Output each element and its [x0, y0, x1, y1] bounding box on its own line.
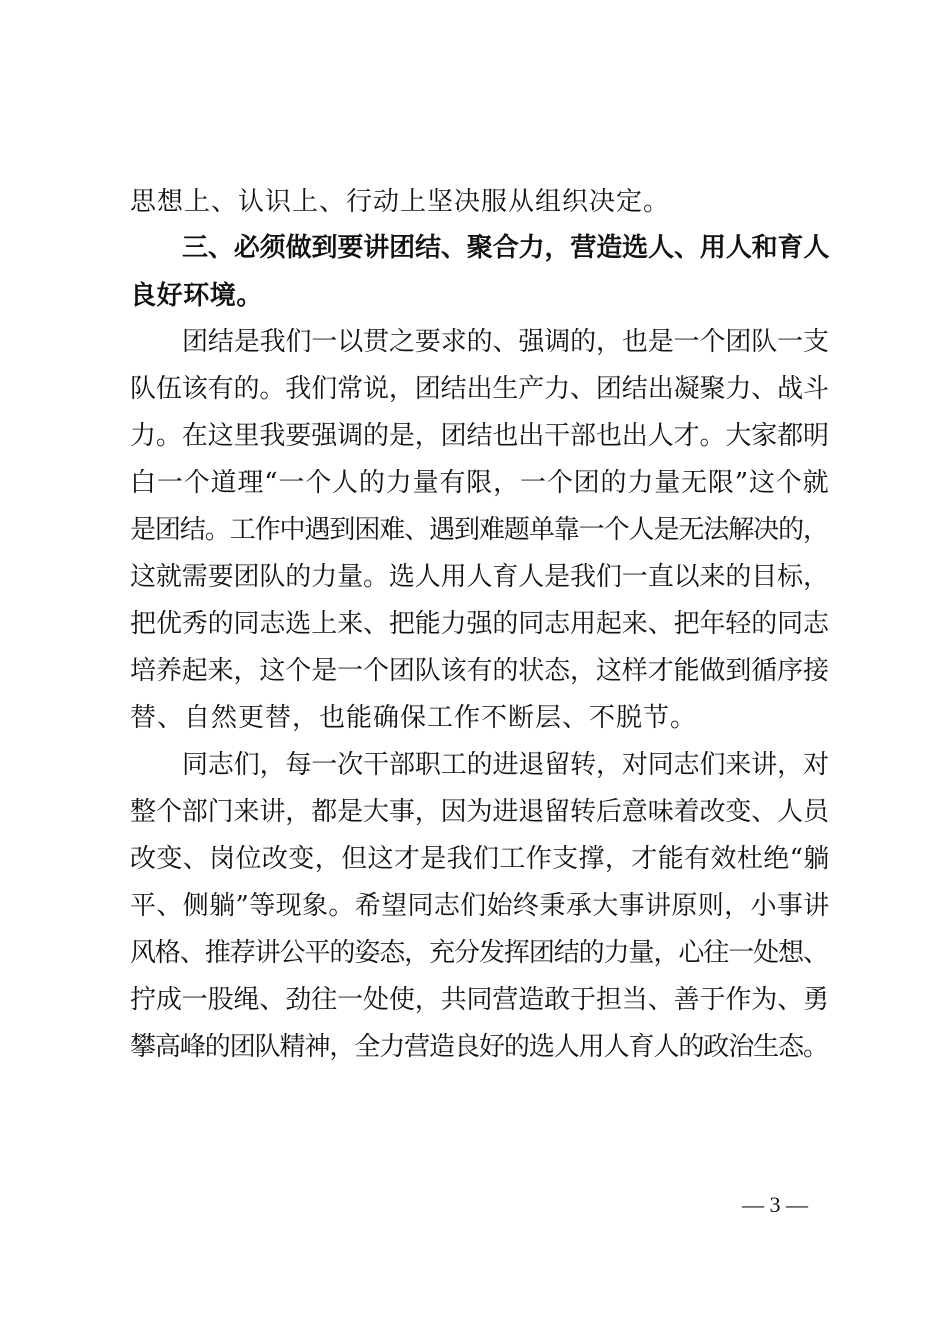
paragraph-line: 力。在这里我要强调的是，团结也出干部也出人才。大家都明 [130, 421, 829, 451]
page-number: — 3 — [742, 1192, 808, 1217]
paragraph-line: 队伍该有的。我们常说，团结出生产力、团结出凝聚力、战斗 [130, 374, 829, 404]
paragraph-line: 风格、推荐讲公平的姿态，充分发挥团结的力量，心往一处想、 [130, 938, 828, 968]
continuation-text-line: 思想上、认识上、行动上坚决服从组织决定。 [130, 187, 671, 217]
paragraph-line: 整个部门来讲，都是大事，因为进退留转后意味着改变、人员 [130, 797, 829, 827]
paragraph-line: 白一个道理“一个人的力量有限，一个团的力量无限”这个就 [130, 468, 830, 498]
paragraph-line: 同志们，每一次干部职工的进退留转，对同志们来讲，对 [182, 750, 829, 780]
paragraph-line: 平、侧躺”等现象。希望同志们始终秉承大事讲原则，小事讲 [130, 891, 830, 921]
paragraph-line: 拧成一股绳、劲往一处使，共同营造敢于担当、善于作为、勇 [130, 985, 829, 1015]
paragraph-line: 替、自然更替，也能确保工作不断层、不脱节。 [130, 703, 698, 733]
section-heading-line: 良好环境。 [130, 281, 264, 311]
paragraph-line: 改变、岗位改变，但这才是我们工作支撑，才能有效杜绝“躺 [130, 844, 830, 874]
paragraph-line: 这就需要团队的力量。选人用人育人是我们一直以来的目标， [130, 562, 829, 592]
paragraph-line: 团结是我们一以贯之要求的、强调的，也是一个团队一支 [182, 327, 829, 357]
paragraph-line: 培养起来，这个是一个团队该有的状态，这样才能做到循序接 [130, 656, 829, 686]
paragraph-line: 攀高峰的团队精神，全力营造良好的选人用人育人的政治生态。 [130, 1032, 828, 1062]
section-heading-line: 三、必须做到要讲团结、聚合力，营造选人、用人和育人 [182, 233, 830, 263]
paragraph-line: 是团结。工作中遇到困难、遇到难题单靠一个人是无法解决的， [130, 515, 828, 545]
paragraph-line: 把优秀的同志选上来、把能力强的同志用起来、把年轻的同志 [130, 609, 829, 639]
